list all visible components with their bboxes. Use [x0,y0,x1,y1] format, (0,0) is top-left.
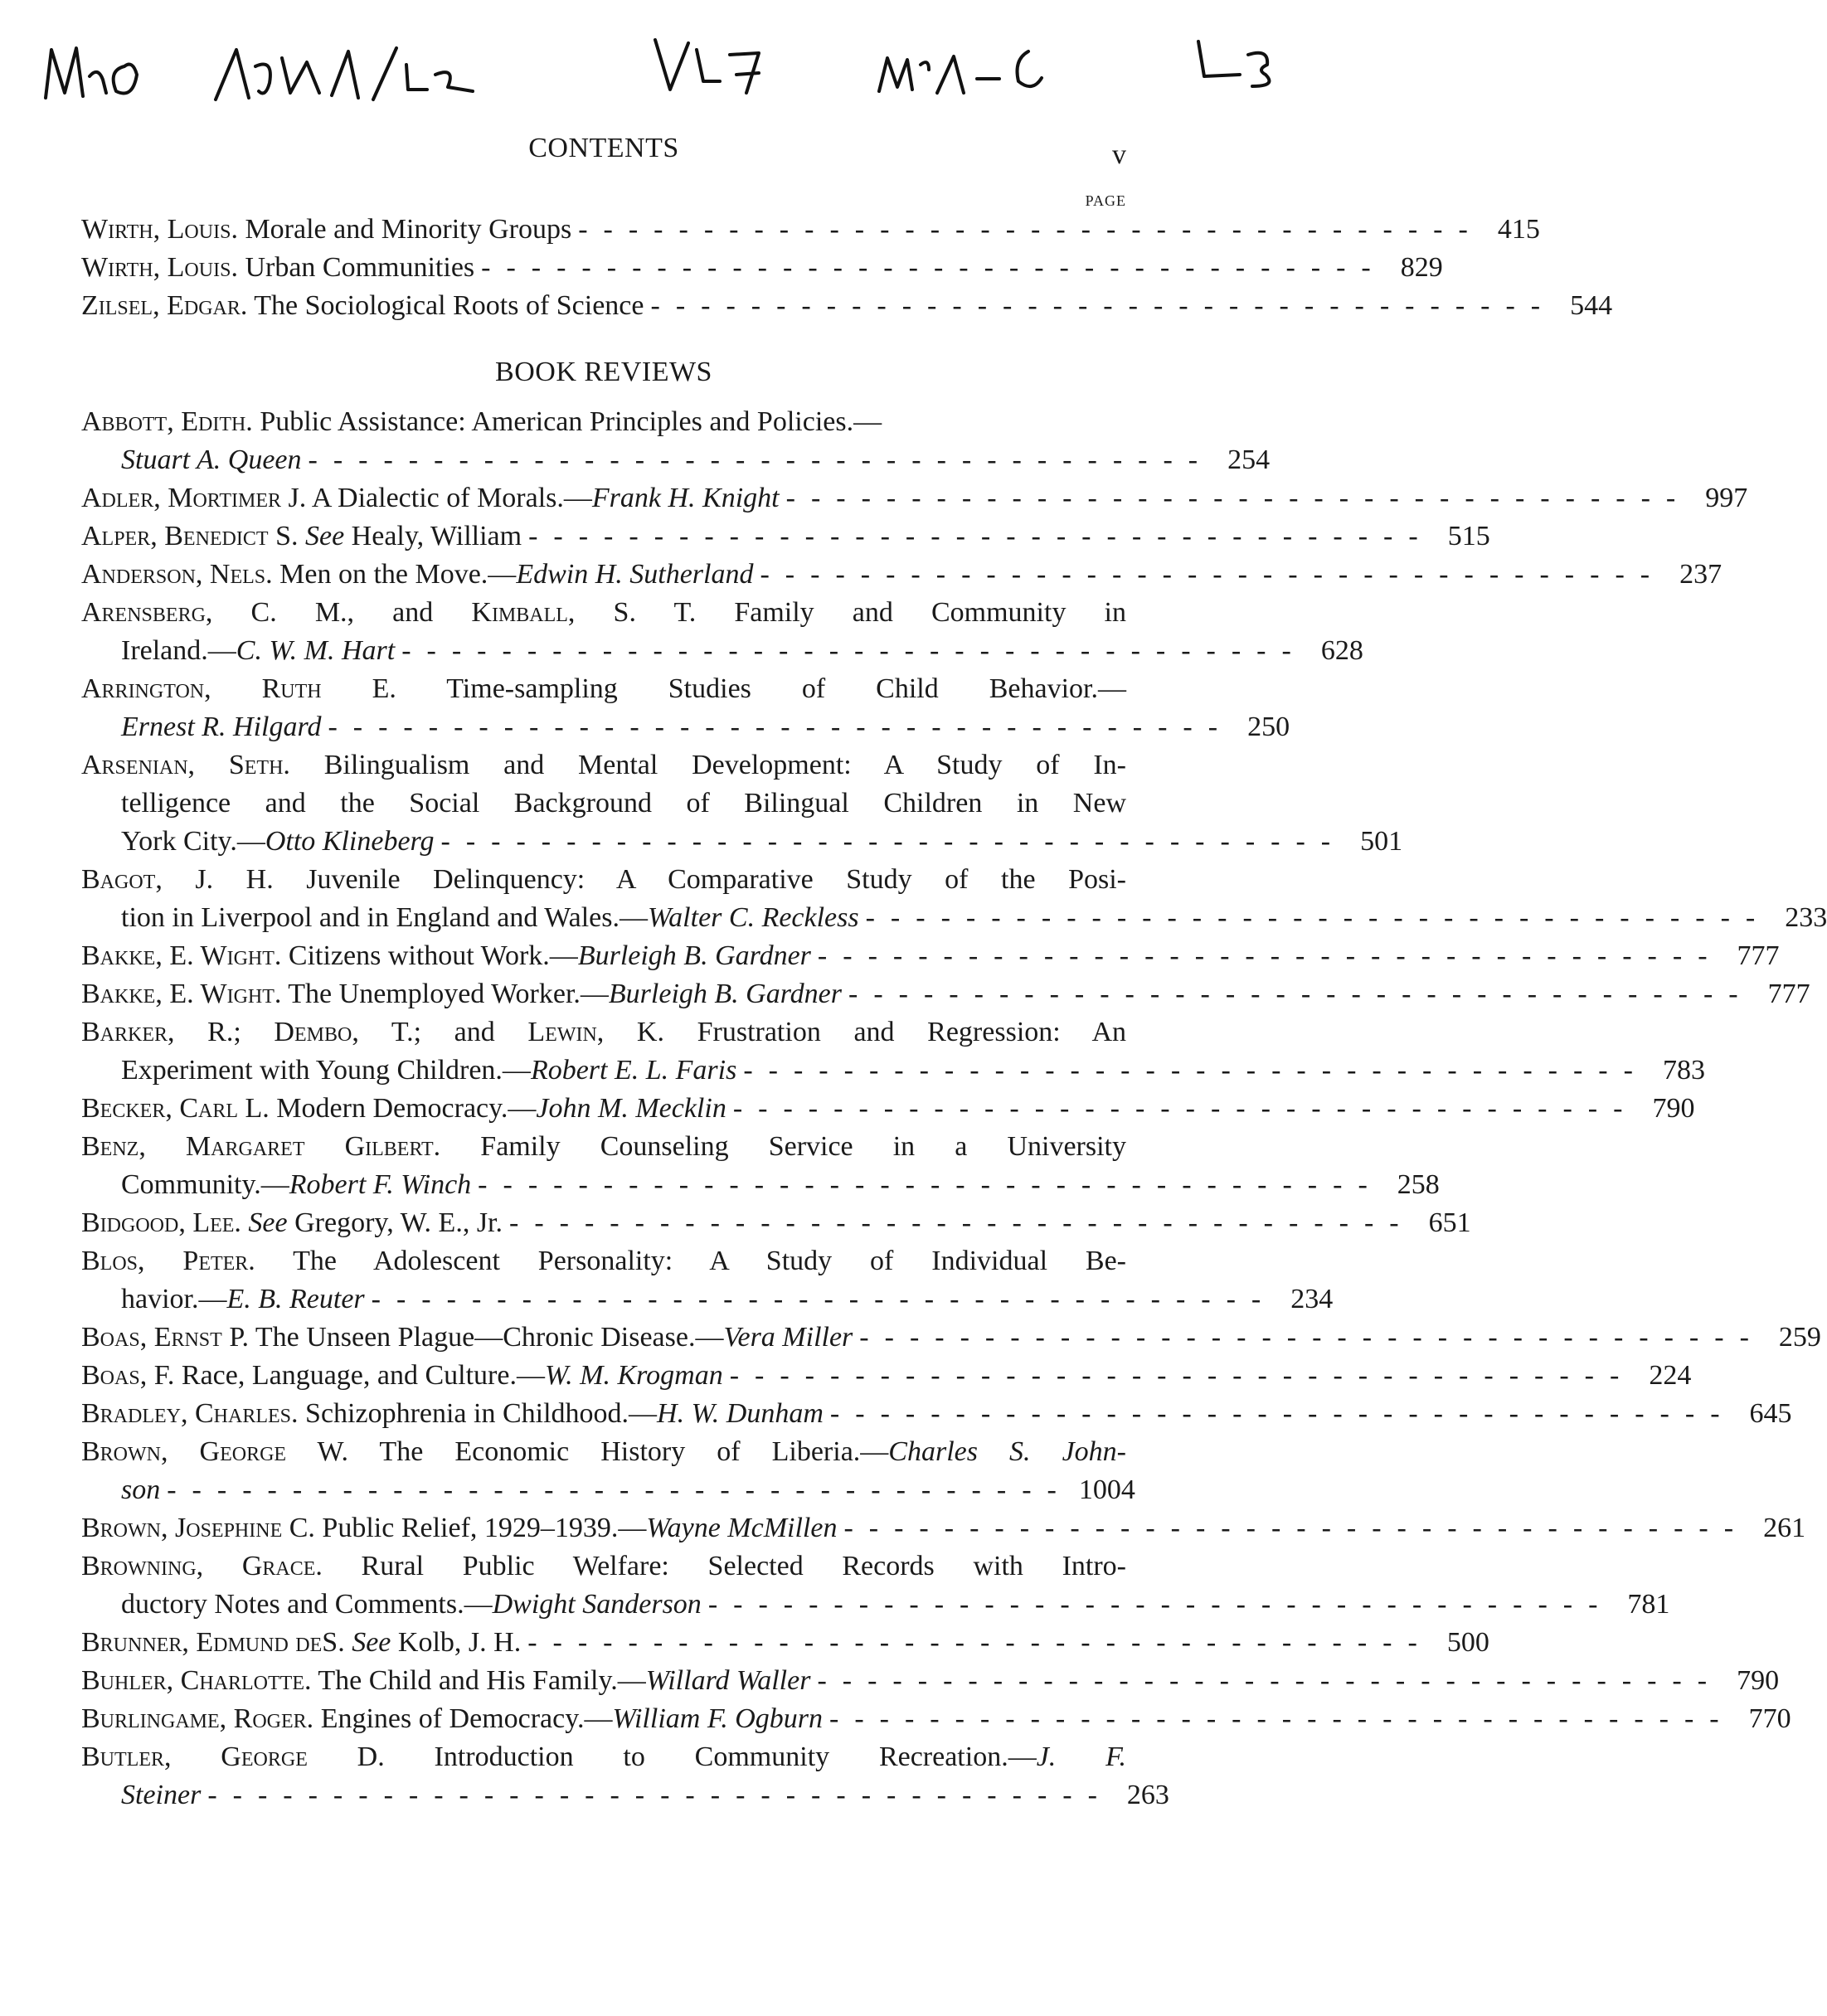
page-number: 997 [1705,483,1748,513]
page-number: 628 [1320,635,1363,666]
review-entry: Brown, George W. The Economic History of Liberia.—Charles S. John- son ------------------------------------ 1004 [81,1433,1126,1509]
handwritten-shelf-note [0,0,1373,116]
contents-entry: Zilsel, Edgar. The Sociological Roots of Science ------------------------------------ 544 [81,287,1126,325]
review-entry: Abbott, Edith. Public Assistance: American Principles and Policies.— Stuart A. Queen ------------------------------------ 254 [81,403,1126,479]
review-entry: Browning, Grace. Rural Public Welfare: Selected Records with Intro- ductory Notes and Comments.—Dwight Sanderson ------------------------------------ 781 [81,1547,1126,1624]
review-entry: Arrington, Ruth E. Time-sampling Studies of Child Behavior.— Ernest R. Hilgard ------------------------------------ 250 [81,670,1126,746]
page-number: 790 [1737,1665,1780,1696]
page-number: 645 [1749,1398,1792,1429]
review-entry: Alper, Benedict S. See Healy, William ------------------------------------ 515 [81,517,1126,556]
page-number: 501 [1360,826,1403,857]
page-number: 415 [1497,214,1540,245]
page-number: 234 [1290,1284,1334,1314]
page-number: 261 [1763,1513,1806,1543]
review-entry: Benz, Margaret Gilbert. Family Counseling Service in a University Community.—Robert F. Winch ------------------------------------ 258 [81,1128,1126,1204]
page-number: 500 [1446,1627,1489,1658]
review-entry: Bakke, E. Wight. Citizens without Work.—Burleigh B. Gardner ------------------------------------ 777 [81,937,1126,975]
review-entry: Bagot, J. H. Juvenile Delinquency: A Comparative Study of the Posi- tion in Liverpool and in England and Wales.—Walter C. Reckless ------------------------------------ 233 [81,861,1126,937]
review-entry: Brown, Josephine C. Public Relief, 1929–1939.—Wayne McMillen ------------------------------------ 261 [81,1509,1126,1547]
page-number: 515 [1447,521,1490,551]
review-entry: Bradley, Charles. Schizophrenia in Childhood.—H. W. Dunham ------------------------------------ 645 [81,1395,1126,1433]
review-entry: Boas, Ernst P. The Unseen Plague—Chronic Disease.—Vera Miller ------------------------------------ 259 [81,1319,1126,1357]
contents-entry: Wirth, Louis. Urban Communities ------------------------------------ 829 [81,249,1126,287]
page-number: 781 [1627,1589,1670,1620]
review-entry: Arensberg, C. M., and Kimball, S. T. Family and Community in Ireland.—C. W. M. Hart ------------------------------------ 628 [81,594,1126,670]
page-number: 651 [1428,1207,1471,1238]
review-entry: Bidgood, Lee. See Gregory, W. E., Jr. ------------------------------------ 651 [81,1204,1126,1242]
page-header [81,133,1126,174]
review-entry: Butler, George D. Introduction to Community Recreation.—J. F. Steiner ------------------------------------ 263 [81,1738,1126,1814]
running-head: CONTENTS [528,133,679,163]
review-entry: Anderson, Nels. Men on the Move.—Edwin H. Sutherland ------------------------------------ 237 [81,556,1126,594]
page-number: 770 [1748,1703,1791,1734]
page-number: 233 [1785,902,1827,933]
page-number: 829 [1400,252,1443,283]
page-number: 777 [1737,940,1780,971]
review-entry: Burlingame, Roger. Engines of Democracy.—William F. Ogburn ------------------------------------ 770 [81,1700,1126,1738]
page-numeral: v [1112,139,1126,170]
contents-page [81,133,1827,1814]
page-number: 544 [1570,290,1613,321]
review-entry: Barker, R.; Dembo, T.; and Lewin, K. Frustration and Regression: An Experiment with Young Children.—Robert E. L. Faris ------------------------------------ 783 [81,1013,1126,1090]
page-number: 790 [1652,1093,1695,1124]
review-entry: Blos, Peter. The Adolescent Personality: A Study of Individual Be- havior.—E. B. Reuter ------------------------------------ 234 [81,1242,1126,1319]
page-number: 1004 [1078,1474,1135,1505]
contents-entry: Wirth, Louis. Morale and Minority Groups ------------------------------------ 415 [81,211,1126,249]
page-number: 254 [1227,444,1271,475]
page-number: 783 [1662,1055,1705,1086]
book-reviews-heading: BOOK REVIEWS [495,357,712,387]
page-number: 259 [1778,1322,1821,1353]
review-entry: Bakke, E. Wight. The Unemployed Worker.—Burleigh B. Gardner ------------------------------------ 777 [81,975,1126,1013]
page-number: 777 [1767,979,1810,1009]
page-number: 258 [1397,1169,1440,1200]
review-entry: Brunner, Edmund deS. See Kolb, J. H. ------------------------------------ 500 [81,1624,1126,1662]
page-number: 263 [1126,1780,1169,1810]
review-entry: Buhler, Charlotte. The Child and His Family.—Willard Waller ------------------------------------ 790 [81,1662,1126,1700]
page-number: 250 [1247,712,1290,742]
review-entry: Adler, Mortimer J. A Dialectic of Morals.—Frank H. Knight ------------------------------------ 997 [81,479,1126,517]
review-entry: Becker, Carl L. Modern Democracy.—John M. Mecklin ------------------------------------ 790 [81,1090,1126,1128]
page-number: 224 [1649,1360,1692,1391]
review-entry: Arsenian, Seth. Bilingualism and Mental Development: A Study of In- telligence and the Social Background of Bilingual Children in New York City.—Otto Klineberg ------------------------------------ 501 [81,746,1126,861]
review-entry: Boas, F. Race, Language, and Culture.—W. M. Krogman ------------------------------------ 224 [81,1357,1126,1395]
page-column-label: PAGE [1085,192,1126,209]
page-number: 237 [1679,559,1723,590]
